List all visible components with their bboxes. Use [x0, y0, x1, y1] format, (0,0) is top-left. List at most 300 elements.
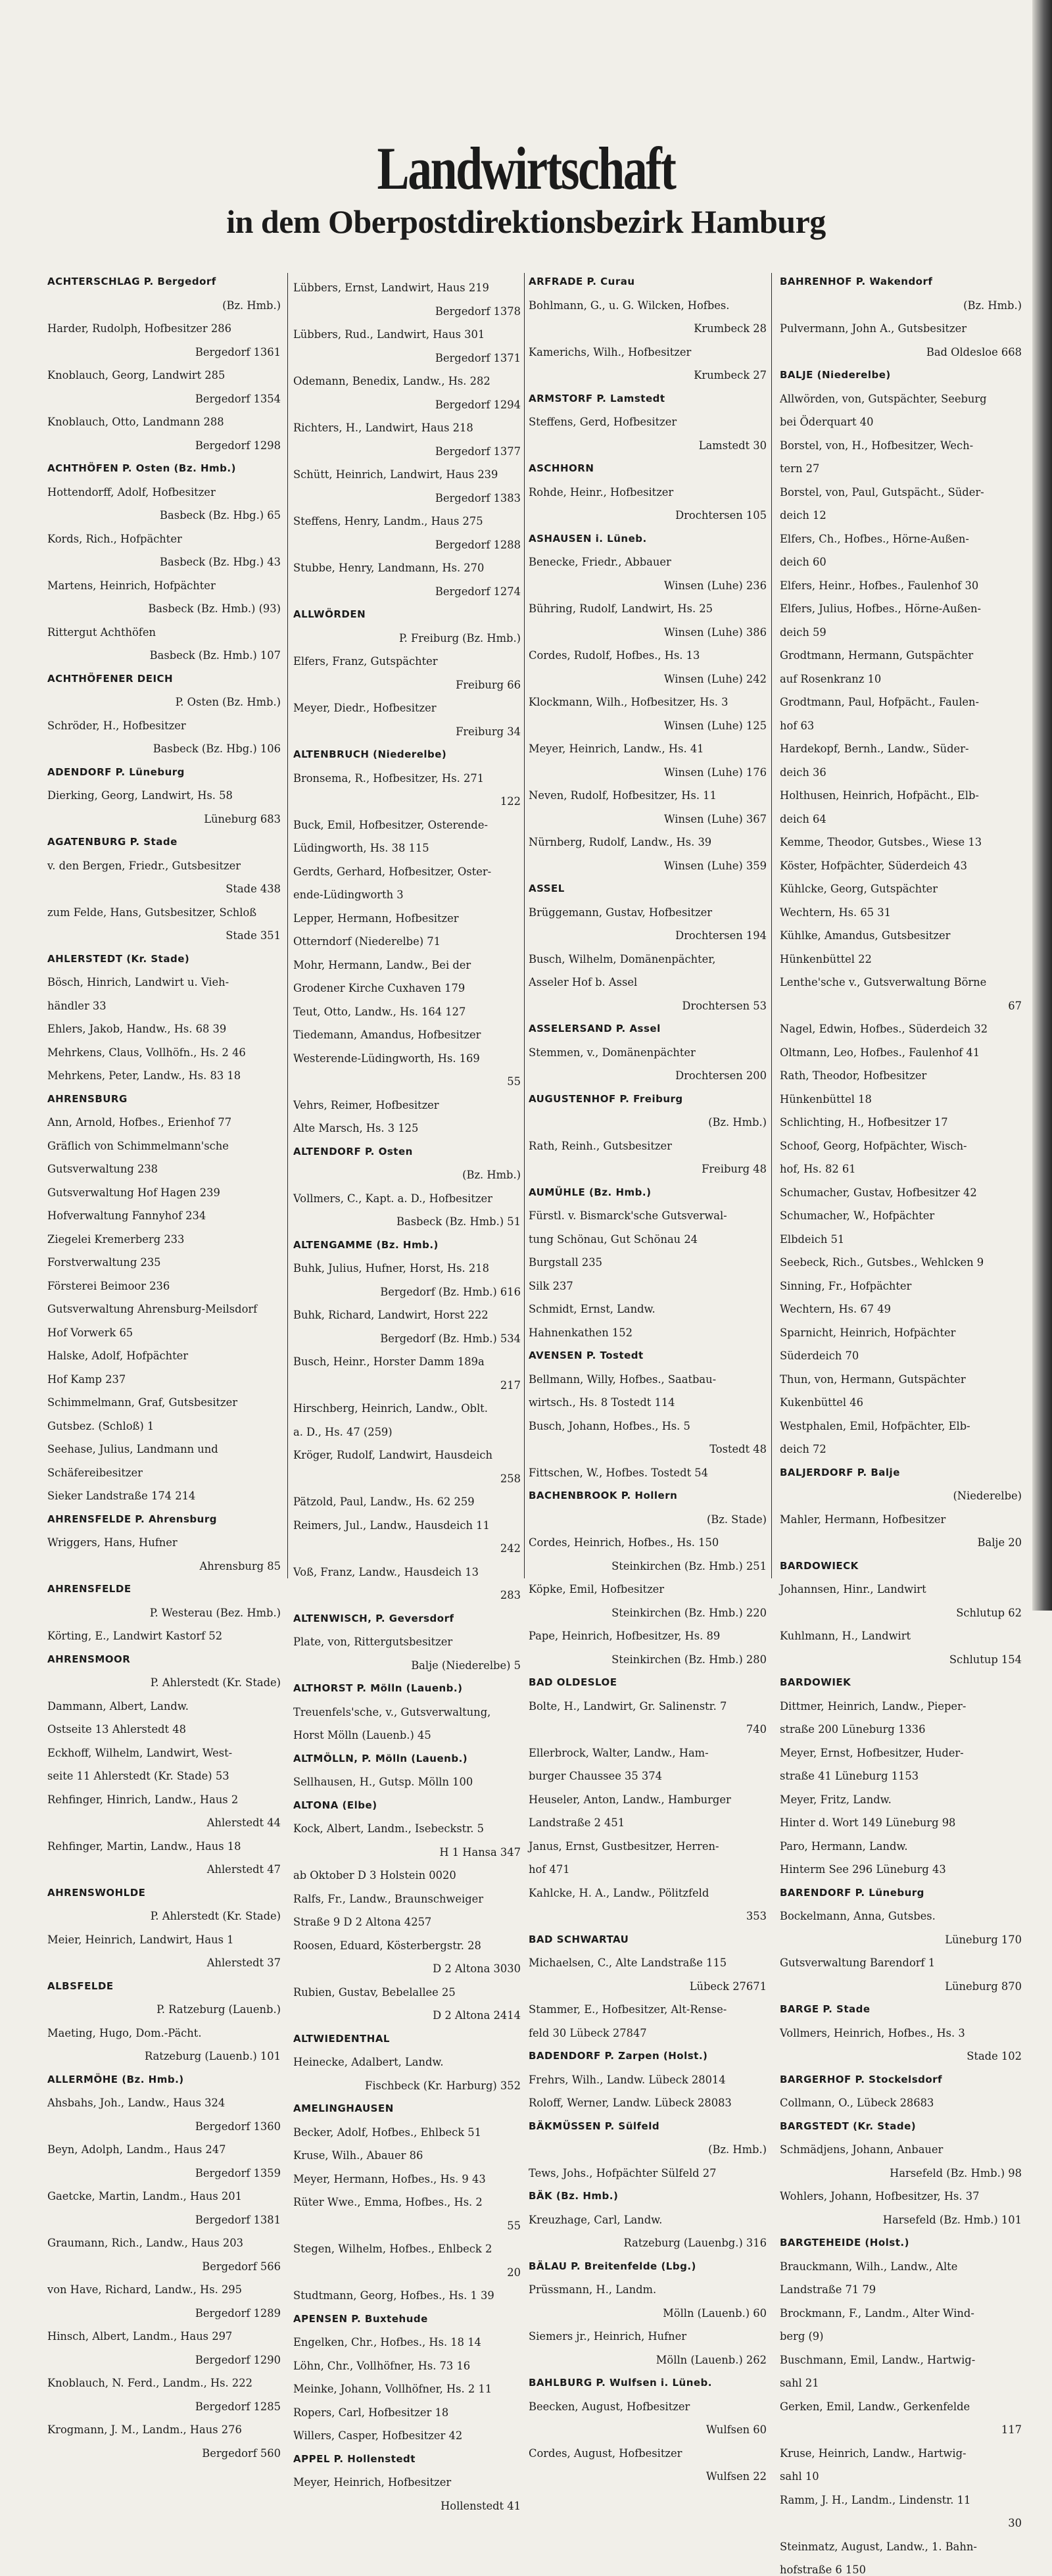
place-heading: AGATENBURG P. Stade [47, 836, 178, 848]
entry-line: Kröger, Rudolf, Landwirt, Hausdeich [293, 1449, 492, 1462]
entry-line: Alte Marsch, Hs. 3 125 [293, 1122, 419, 1135]
entry-line: Gutsverwaltung Barendorf 1 [780, 1956, 936, 1969]
entry-line-continuation: Bergedorf 1378 [435, 304, 521, 318]
place-heading: APENSEN P. Buxtehude [293, 2312, 428, 2325]
entry-line-continuation: (Bz. Hmb.) [708, 1116, 767, 1129]
entry-line-continuation: P. Freiburg (Bz. Hmb.) [398, 631, 521, 644]
entry-line-continuation: Drochtersen 53 [682, 999, 767, 1012]
place-heading: ASSEL [529, 883, 565, 894]
page-subtitle: in dem Oberpostdirektionsbezirk Hamburg [226, 203, 826, 240]
place-heading: AHRENSWOHLDE [47, 1886, 146, 1899]
directory-column-1 [47, 271, 281, 2460]
entry-line: Mohr, Hermann, Landw., Bei der [293, 958, 471, 971]
entry-line: Schimmelmann, Graf, Gutsbesitzer [47, 1396, 237, 1409]
entry-line: Cordes, Heinrich, Hofbes., Hs. 150 [529, 1536, 719, 1549]
entry-line: Bösch, Hinrich, Landwirt u. Vieh- [47, 976, 229, 988]
entry-line: Ostseite 13 Ahlerstedt 48 [47, 1723, 186, 1736]
entry-line: Gerdts, Gerhard, Hofbesitzer, Oster- [293, 865, 492, 878]
entry-line-continuation: Fischbeck (Kr. Harburg) 352 [365, 2079, 521, 2092]
entry-line: Schäfereibesitzer [47, 1466, 143, 1479]
entry-line: Schütt, Heinrich, Landwirt, Haus 239 [293, 468, 498, 481]
entry-line-continuation: Bergedorf 560 [202, 2446, 281, 2460]
place-heading: ALBSFELDE [47, 1980, 114, 1992]
entry-line: straße 41 Lüneburg 1153 [780, 1770, 919, 1782]
entry-line: von Have, Richard, Landw., Hs. 295 [47, 2283, 243, 2296]
entry-line-continuation: Steinkirchen (Bz. Hmb.) 251 [611, 1559, 767, 1572]
entry-line-continuation: 258 [500, 1472, 521, 1485]
entry-line: Rehfinger, Martin, Landw., Haus 18 [47, 1839, 241, 1853]
entry-line: Busch, Wilhelm, Domänenpächter, [529, 952, 716, 965]
entry-line: Frehrs, Wilh., Landw. Lübeck 28014 [529, 2073, 726, 2086]
place-heading: ALLWÖRDEN [293, 608, 366, 621]
entry-line-continuation: Stade 351 [226, 929, 281, 942]
entry-line: Stammer, E., Hofbesitzer, Alt-Rense- [529, 2003, 727, 2016]
entry-line: Landstraße 71 79 [780, 2283, 876, 2296]
entry-line: a. D., Hs. 47 (259) [293, 1425, 393, 1438]
entry-line-continuation: Bergedorf 1361 [195, 345, 281, 358]
place-heading: BALJE (Niederelbe) [780, 369, 891, 381]
entry-line: Beyn, Adolph, Landm., Haus 247 [47, 2143, 226, 2156]
entry-line: Schmädjens, Johann, Anbauer [780, 2143, 944, 2156]
entry-line: Westerende-Lüdingworth, Hs. 169 [293, 1052, 480, 1065]
entry-line-continuation: Bergedorf 1371 [435, 351, 521, 364]
entry-line-continuation: D 2 Altona 2414 [433, 2009, 521, 2022]
place-heading: AHRENSFELDE [47, 1583, 132, 1595]
entry-line: deich 64 [780, 812, 826, 825]
entry-line-continuation: Bergedorf 1290 [195, 2353, 281, 2366]
entry-line-continuation: 217 [500, 1378, 521, 1392]
entry-line-continuation: Schlutup 154 [949, 1653, 1022, 1666]
entry-line: Hinsch, Albert, Landm., Haus 297 [47, 2330, 233, 2343]
entry-line: Busch, Heinr., Horster Damm 189a [293, 1355, 485, 1369]
entry-line: Graumann, Rich., Landw., Haus 203 [47, 2237, 243, 2249]
directory-column-2 [293, 271, 521, 2512]
entry-line: Seehase, Julius, Landmann und [47, 1443, 218, 1455]
entry-line-continuation: Bergedorf 1298 [195, 439, 281, 452]
entry-line-continuation: Ratzeburg (Lauenbg.) 316 [623, 2237, 767, 2249]
entry-line: Sellhausen, H., Gutsp. Mölln 100 [293, 1776, 473, 1789]
entry-line-continuation: Basbeck (Bz. Hmb.) 51 [396, 1215, 521, 1228]
entry-line-continuation: Ahlerstedt 44 [206, 1816, 281, 1829]
entry-line: Grodener Kirche Cuxhaven 179 [293, 982, 466, 995]
entry-line-continuation: 55 [507, 1075, 521, 1088]
entry-line: Hünkenbüttel 18 [780, 1092, 872, 1106]
entry-line: Köster, Hofpächter, Süderdeich 43 [780, 859, 967, 872]
place-heading: AHRENSFELDE P. Ahrensburg [47, 1513, 217, 1525]
entry-line-continuation: Bergedorf 1288 [435, 538, 521, 551]
place-heading: BAD OLDESLOE [529, 1676, 617, 1688]
entry-line: Dittmer, Heinrich, Landw., Pieper- [780, 1699, 967, 1713]
entry-line: Hottendorff, Adolf, Hofbesitzer [47, 485, 216, 498]
entry-line-continuation: Freiburg 48 [702, 1163, 767, 1175]
page-title: Landwirtschaft [377, 135, 675, 202]
entry-line: tung Schönau, Gut Schönau 24 [529, 1232, 698, 1246]
entry-line: Ropers, Carl, Hofbesitzer 18 [293, 2406, 449, 2419]
entry-line: deich 12 [780, 509, 826, 522]
entry-line: burger Chaussee 35 374 [529, 1770, 662, 1782]
place-heading: BAHLBURG P. Wulfsen i. Lüneb. [529, 2377, 712, 2389]
place-heading: ACHTERSCHLAG P. Bergedorf [47, 276, 216, 287]
place-heading: BARGTEHEIDE (Holst.) [780, 2237, 909, 2248]
entry-line: Ahsbahs, Joh., Landw., Haus 324 [47, 2097, 226, 2109]
entry-line-continuation: Stade 102 [967, 2050, 1022, 2062]
entry-line: Tews, Johs., Hofpächter Sülfeld 27 [529, 2166, 717, 2179]
entry-line: Hünkenbüttel 22 [780, 952, 872, 965]
entry-line-continuation: 740 [746, 1723, 767, 1736]
place-heading: AUMÜHLE (Bz. Hmb.) [529, 1186, 652, 1198]
entry-line-continuation: Bergedorf 1377 [435, 445, 521, 458]
entry-line: Hardekopf, Bernh., Landw., Süder- [780, 742, 969, 755]
entry-line: Hof Vorwerk 65 [47, 1326, 133, 1339]
entry-line-continuation: Ratzeburg (Lauenb.) 101 [144, 2050, 281, 2062]
entry-line: Sparnicht, Heinrich, Hofpächter [780, 1326, 956, 1339]
entry-line: Lenthe'sche v., Gutsverwaltung Börne [780, 976, 987, 988]
entry-line-continuation: P. Ahlerstedt (Kr. Stade) [150, 1910, 281, 1922]
entry-line: Vollmers, C., Kapt. a. D., Hofbesitzer [293, 1192, 492, 1205]
place-heading: AHRENSMOOR [47, 1653, 131, 1665]
entry-line: Steffens, Gerd, Hofbesitzer [529, 416, 677, 428]
place-heading: ALTENBRUCH (Niederelbe) [293, 748, 447, 761]
entry-line-continuation: Harsefeld (Bz. Hmb.) 98 [890, 2166, 1022, 2179]
entry-line: straße 200 Lüneburg 1336 [780, 1723, 926, 1736]
entry-line: Pätzold, Paul, Landw., Hs. 62 259 [293, 1495, 475, 1509]
place-heading: ALTONA (Elbe) [293, 1799, 377, 1811]
place-heading: BACHENBROOK P. Hollern [529, 1490, 678, 1501]
entry-line: Sinning, Fr., Hofpächter [780, 1279, 912, 1292]
entry-line: Bohlmann, G., u. G. Wilcken, Hofbes. [529, 299, 730, 312]
entry-line: Straße 9 D 2 Altona 4257 [293, 1916, 432, 1929]
entry-line: Wohlers, Johann, Hofbesitzer, Hs. 37 [780, 2190, 980, 2202]
entry-line: Schröder, H., Hofbesitzer [47, 719, 186, 732]
entry-line: deich 59 [780, 625, 826, 639]
entry-line: Neven, Rudolf, Hofbesitzer, Hs. 11 [529, 789, 717, 802]
entry-line: Bellmann, Willy, Hofbes., Saatbau- [529, 1373, 717, 1386]
entry-line: Mehrkens, Claus, Vollhöfn., Hs. 2 46 [47, 1046, 246, 1059]
place-heading: BARGERHOF P. Stockelsdorf [780, 2073, 943, 2085]
entry-line: Teut, Otto, Landw., Hs. 164 127 [293, 1005, 466, 1018]
entry-line-continuation: Ahlerstedt 37 [206, 1956, 281, 1969]
entry-line: Rath, Reinh., Gutsbesitzer [529, 1139, 672, 1152]
place-heading: BADENDORF P. Zarpen (Holst.) [529, 2050, 708, 2062]
entry-line: Stemmen, v., Domänenpächter [529, 1046, 696, 1059]
entry-line-continuation: Lübeck 27671 [689, 1980, 767, 1993]
entry-line: Buhk, Julius, Hufner, Horst, Hs. 218 [293, 1262, 489, 1275]
place-heading: BARGSTEDT (Kr. Stade) [780, 2120, 917, 2132]
place-heading: BARENDORF P. Lüneburg [780, 1886, 924, 1899]
entry-line: Bronsema, R., Hofbesitzer, Hs. 271 [293, 771, 485, 785]
entry-line-continuation: Hollenstedt 41 [441, 2499, 521, 2512]
entry-line: Landstraße 2 451 [529, 1816, 625, 1829]
entry-line-continuation: Krumbeck 28 [694, 322, 767, 335]
entry-line: Lüdingworth, Hs. 38 115 [293, 842, 429, 855]
entry-line: Pape, Heinrich, Hofbesitzer, Hs. 89 [529, 1630, 721, 1642]
entry-line: v. den Bergen, Friedr., Gutsbesitzer [47, 859, 241, 872]
entry-line: Halske, Adolf, Hofpächter [47, 1349, 189, 1362]
entry-line: Forstverwaltung 235 [47, 1256, 161, 1269]
entry-line: Dammann, Albert, Landw. [47, 1699, 189, 1713]
entry-line: Cordes, August, Hofbesitzer [529, 2446, 682, 2460]
entry-line: Plate, von, Rittergutsbesitzer [293, 1636, 453, 1649]
entry-line-continuation: 55 [507, 2219, 521, 2232]
entry-line: Otterndorf (Niederelbe) 71 [293, 935, 441, 948]
entry-line: Köpke, Emil, Hofbesitzer [529, 1583, 665, 1595]
entry-line: Buschmann, Emil, Landw., Hartwig- [780, 2353, 976, 2366]
entry-line: Ehlers, Jakob, Handw., Hs. 68 39 [47, 1023, 227, 1035]
entry-line: Kords, Rich., Hofpächter [47, 532, 182, 545]
entry-line: Meyer, Diedr., Hofbesitzer [293, 702, 437, 715]
entry-line: Roloff, Werner, Landw. Lübeck 28083 [529, 2097, 732, 2109]
entry-line: Kuhlmann, H., Landwirt [780, 1630, 911, 1642]
entry-line: Elfers, Franz, Gutspächter [293, 655, 438, 668]
entry-line-continuation: Lamstedt 30 [698, 439, 767, 452]
entry-line: Elbdeich 51 [780, 1232, 845, 1246]
place-heading: BARDOWIECK [780, 1559, 859, 1572]
entry-line: Grodtmann, Hermann, Gutspächter [780, 649, 974, 662]
entry-line: sahl 21 [780, 2377, 819, 2389]
entry-line: Buck, Emil, Hofbesitzer, Osterende- [293, 818, 488, 831]
entry-line-continuation: Lüneburg 870 [945, 1980, 1022, 1993]
entry-line-continuation: (Bz. Hmb.) [462, 1169, 521, 1182]
entry-line-continuation: Bergedorf 1289 [195, 2306, 281, 2320]
entry-line: Stegen, Wilhelm, Hofbes., Ehlbeck 2 [293, 2243, 492, 2256]
entry-line: Borstel, von, Paul, Gutspächt., Süder- [780, 485, 984, 498]
entry-line: Brauckmann, Wilh., Landw., Alte [780, 2260, 958, 2273]
entry-line: Maeting, Hugo, Dom.-Pächt. [47, 2026, 202, 2039]
entry-line: Meinke, Johann, Vollhöfner, Hs. 2 11 [293, 2383, 492, 2396]
directory-column-4 [780, 271, 1022, 2576]
entry-line-continuation: Drochtersen 194 [675, 929, 767, 942]
entry-line: Collmann, O., Lübeck 28683 [780, 2097, 934, 2109]
entry-line: Fittschen, W., Hofbes. Tostedt 54 [529, 1466, 709, 1479]
entry-line: Bockelmann, Anna, Gutsbes. [780, 1910, 936, 1922]
entry-line: Fürstl. v. Bismarck'sche Gutsverwal- [529, 1209, 727, 1222]
entry-line: Kahlcke, H. A., Landw., Pölitzfeld [529, 1886, 709, 1899]
entry-line: Ziegelei Kremerberg 233 [47, 1232, 185, 1246]
entry-line: tern 27 [780, 462, 820, 475]
entry-line: Süderdeich 70 [780, 1349, 859, 1362]
column-rule [524, 273, 525, 1578]
entry-line: Willers, Casper, Hofbesitzer 42 [293, 2429, 463, 2442]
entry-line: Wriggers, Hans, Hufner [47, 1536, 178, 1549]
entry-line: händler 33 [47, 999, 107, 1012]
entry-line: sahl 10 [780, 2470, 819, 2483]
entry-line: Burgstall 235 [529, 1256, 602, 1269]
entry-line: Benecke, Friedr., Abbauer [529, 556, 671, 568]
entry-line-continuation: (Bz. Hmb.) [708, 2143, 767, 2156]
entry-line: Rüter Wwe., Emma, Hofbes., Hs. 2 [293, 2196, 483, 2209]
entry-line: Pulvermann, John A., Gutsbesitzer [780, 322, 967, 335]
entry-line: Mahler, Hermann, Hofbesitzer [780, 1513, 946, 1526]
entry-line: Steffens, Henry, Landm., Haus 275 [293, 515, 483, 528]
place-heading: BALJERDORF P. Balje [780, 1466, 900, 1478]
entry-line: Meyer, Heinrich, Landw., Hs. 41 [529, 742, 704, 755]
entry-line: auf Rosenkranz 10 [780, 672, 882, 685]
entry-line: Martens, Heinrich, Hofpächter [47, 579, 216, 592]
entry-line: Sieker Landstraße 174 214 [47, 1490, 196, 1502]
entry-line: Meier, Heinrich, Landwirt, Haus 1 [47, 1933, 234, 1946]
entry-line-continuation: Bergedorf 1294 [435, 398, 521, 411]
entry-line: hofstraße 6 150 [780, 2564, 866, 2576]
entry-line: Schumacher, Gustav, Hofbesitzer 42 [780, 1186, 977, 1199]
entry-line: Janus, Ernst, Gustbesitzer, Herren- [529, 1839, 719, 1853]
entry-line: hof, Hs. 82 61 [780, 1163, 856, 1175]
entry-line: Bolte, H., Landwirt, Gr. Salinenstr. 7 [529, 1699, 727, 1713]
entry-line: Gutsverwaltung 238 [47, 1163, 158, 1175]
entry-line: Borstel, von, H., Hofbesitzer, Wech- [780, 439, 974, 452]
place-heading: BÄK (Bz. Hmb.) [529, 2190, 619, 2202]
entry-line: Rath, Theodor, Hofbesitzer [780, 1069, 927, 1082]
entry-line-continuation: Stade 438 [226, 883, 281, 895]
entry-line: Lübbers, Rud., Landwirt, Haus 301 [293, 328, 485, 341]
entry-line: Ramm, J. H., Landm., Lindenstr. 11 [780, 2493, 971, 2506]
entry-line: Siemers jr., Heinrich, Hufner [529, 2330, 687, 2343]
entry-line-continuation: 117 [1001, 2423, 1022, 2436]
entry-line: Hofverwaltung Fannyhof 234 [47, 1209, 206, 1222]
entry-line-continuation: Lüneburg 170 [945, 1933, 1022, 1946]
entry-line-continuation: Freiburg 66 [456, 678, 521, 691]
entry-line-continuation: Steinkirchen (Bz. Hmb.) 280 [611, 1653, 767, 1666]
entry-line: Gaetcke, Martin, Landm., Haus 201 [47, 2190, 242, 2202]
entry-line: Heinecke, Adalbert, Landw. [293, 2056, 444, 2069]
entry-line: Heuseler, Anton, Landw., Hamburger [529, 1793, 731, 1806]
place-heading: ARMSTORF P. Lamstedt [529, 392, 665, 404]
entry-line-continuation: Bergedorf 1285 [195, 2400, 281, 2413]
entry-line-continuation: P. Ahlerstedt (Kr. Stade) [150, 1676, 281, 1689]
entry-line: Meyer, Fritz, Landw. [780, 1793, 892, 1806]
entry-line-continuation: Steinkirchen (Bz. Hmb.) 220 [611, 1606, 767, 1619]
entry-line: Kreuzhage, Carl, Landw. [529, 2213, 663, 2226]
entry-line-continuation: 30 [1008, 2517, 1022, 2529]
entry-line: Busch, Johann, Hofbes., Hs. 5 [529, 1419, 690, 1432]
entry-line: Studtmann, Georg, Hofbes., Hs. 1 39 [293, 2289, 494, 2302]
entry-line: Steinmatz, August, Landw., 1. Bahn- [780, 2540, 977, 2553]
entry-line-continuation: Krumbeck 27 [694, 369, 767, 381]
entry-line: Ralfs, Fr., Landw., Braunschweiger [293, 1892, 484, 1905]
entry-line-continuation: Drochtersen 200 [675, 1069, 767, 1082]
entry-line: Eckhoff, Wilhelm, Landwirt, West- [47, 1746, 233, 1759]
entry-line-continuation: Bergedorf 1381 [195, 2213, 281, 2226]
entry-line-continuation: Harsefeld (Bz. Hmb.) 101 [882, 2213, 1022, 2226]
entry-line-continuation: Bergedorf 1359 [195, 2166, 281, 2179]
place-heading: ARFRADE P. Curau [529, 276, 635, 287]
entry-line: Holthusen, Heinrich, Hofpächt., Elb- [780, 789, 979, 802]
entry-line: Reimers, Jul., Landw., Hausdeich 11 [293, 1519, 490, 1532]
entry-line-continuation: (Bz. Stade) [706, 1513, 767, 1526]
entry-line: Asseler Hof b. Assel [529, 976, 638, 988]
entry-line: Meyer, Ernst, Hofbesitzer, Huder- [780, 1746, 964, 1759]
entry-line: Schoof, Georg, Hofpächter, Wisch- [780, 1139, 967, 1152]
entry-line-continuation: Bergedorf (Bz. Hmb.) 534 [380, 1332, 521, 1345]
place-heading: AMELINGHAUSEN [293, 2102, 394, 2115]
entry-line-continuation: Winsen (Luhe) 386 [663, 625, 767, 639]
entry-line: Hinter d. Wort 149 Lüneburg 98 [780, 1816, 956, 1829]
place-heading: ALTWIEDENTHAL [293, 2032, 390, 2045]
entry-line: wirtsch., Hs. 8 Tostedt 114 [529, 1396, 675, 1409]
entry-line: Tiedemann, Amandus, Hofbesitzer [293, 1029, 481, 1042]
entry-line: Klockmann, Wilh., Hofbesitzer, Hs. 3 [529, 696, 729, 708]
entry-line: hof 471 [529, 1863, 570, 1876]
entry-line: Rittergut Achthöfen [47, 625, 156, 639]
entry-line-continuation: Wulfsen 22 [705, 2470, 767, 2483]
entry-line-continuation: Basbeck (Bz. Hbg.) 106 [153, 742, 281, 755]
place-heading: BAD SCHWARTAU [529, 1933, 629, 1945]
entry-line: Wechtern, Hs. 67 49 [780, 1303, 891, 1315]
entry-line: Meyer, Heinrich, Hofbesitzer [293, 2476, 452, 2489]
entry-line-continuation: Winsen (Luhe) 242 [663, 672, 767, 685]
entry-line: Horst Mölln (Lauenb.) 45 [293, 1729, 431, 1742]
entry-line: Kühlke, Amandus, Gutsbesitzer [780, 929, 951, 942]
entry-line-continuation: Schlutup 62 [956, 1606, 1022, 1619]
entry-line-continuation: 283 [500, 1589, 521, 1602]
entry-line: Schumacher, W., Hofpächter [780, 1209, 935, 1222]
entry-line: Meyer, Hermann, Hofbes., Hs. 9 43 [293, 2172, 486, 2185]
entry-line: Gutsverwaltung Hof Hagen 239 [47, 1186, 220, 1199]
entry-line: Engelken, Chr., Hofbes., Hs. 18 14 [293, 2336, 481, 2349]
entry-line: Ellerbrock, Walter, Landw., Ham- [529, 1746, 709, 1759]
entry-line-continuation: Bergedorf 566 [202, 2260, 281, 2273]
entry-line: Knoblauch, N. Ferd., Landm., Hs. 222 [47, 2377, 252, 2389]
entry-line: Brockmann, F., Landm., Alter Wind- [780, 2306, 974, 2320]
entry-line-continuation: Lüneburg 683 [204, 812, 281, 825]
entry-line: Westphalen, Emil, Hofpächter, Elb- [780, 1419, 970, 1432]
page-edge-shadow [1032, 0, 1052, 1611]
entry-line: Gutsverwaltung Ahrensburg-Meilsdorf [47, 1303, 258, 1315]
entry-line: Hof Kamp 237 [47, 1373, 126, 1386]
entry-line: Lepper, Hermann, Hofbesitzer [293, 911, 459, 925]
entry-line: feld 30 Lübeck 27847 [529, 2026, 647, 2039]
entry-line-continuation: Basbeck (Bz. Hbg.) 43 [160, 556, 281, 568]
entry-line: Försterei Beimoor 236 [47, 1279, 170, 1292]
entry-line: Stubbe, Henry, Landmann, Hs. 270 [293, 562, 485, 575]
entry-line: Grodtmann, Paul, Hofpächt., Faulen- [780, 696, 980, 708]
entry-line: Lübbers, Ernst, Landwirt, Haus 219 [293, 281, 489, 295]
entry-line: Krogmann, J. M., Landm., Haus 276 [47, 2423, 242, 2436]
entry-line: Kukenbüttel 46 [780, 1396, 864, 1409]
entry-line-continuation: D 2 Altona 3030 [433, 1962, 521, 1976]
entry-line-continuation: H 1 Hansa 347 [439, 1845, 521, 1859]
place-heading: AHRENSBURG [47, 1092, 128, 1105]
entry-line: Knoblauch, Otto, Landmann 288 [47, 416, 224, 428]
entry-line-continuation: 122 [500, 795, 521, 808]
entry-line-continuation: Bergedorf 1354 [195, 392, 281, 405]
entry-line-continuation: Mölln (Lauenb.) 60 [663, 2306, 767, 2320]
entry-line: Oltmann, Leo, Hofbes., Faulenhof 41 [780, 1046, 980, 1059]
entry-line: deich 36 [780, 766, 826, 779]
entry-line-continuation: Winsen (Luhe) 367 [663, 812, 767, 825]
entry-line-continuation: Balje 20 [977, 1536, 1022, 1549]
entry-line: Mehrkens, Peter, Landw., Hs. 83 18 [47, 1069, 241, 1082]
entry-line-continuation: Freiburg 34 [456, 725, 521, 738]
entry-line: Seebeck, Rich., Gutsbes., Wehlcken 9 [780, 1256, 984, 1269]
entry-line-continuation: P. Westerau (Bez. Hmb.) [149, 1606, 281, 1619]
entry-line: Hahnenkathen 152 [529, 1326, 633, 1339]
entry-line: Kühlcke, Georg, Gutspächter [780, 883, 938, 895]
entry-line: Kock, Albert, Landm., Isebeckstr. 5 [293, 1822, 485, 1835]
entry-line: Nagel, Edwin, Hofbes., Süderdeich 32 [780, 1023, 988, 1035]
entry-line: deich 60 [780, 556, 826, 568]
place-heading: ALTMÖLLN, P. Mölln (Lauenb.) [293, 1752, 468, 1764]
entry-line: Kruse, Heinrich, Landw., Hartwig- [780, 2446, 967, 2460]
column-rule [771, 273, 772, 1578]
entry-line: Kamerichs, Wilh., Hofbesitzer [529, 345, 692, 358]
column-rule [287, 273, 288, 1578]
entry-line: Vollmers, Heinrich, Hofbes., Hs. 3 [780, 2026, 965, 2039]
entry-line: Allwörden, von, Gutspächter, Seeburg [780, 392, 987, 405]
entry-line: Paro, Hermann, Landw. [780, 1839, 908, 1853]
entry-line-continuation: Drochtersen 105 [675, 509, 767, 522]
entry-line-continuation: Wulfsen 60 [705, 2423, 767, 2436]
entry-line-continuation: Balje (Niederelbe) 5 [411, 1659, 521, 1672]
